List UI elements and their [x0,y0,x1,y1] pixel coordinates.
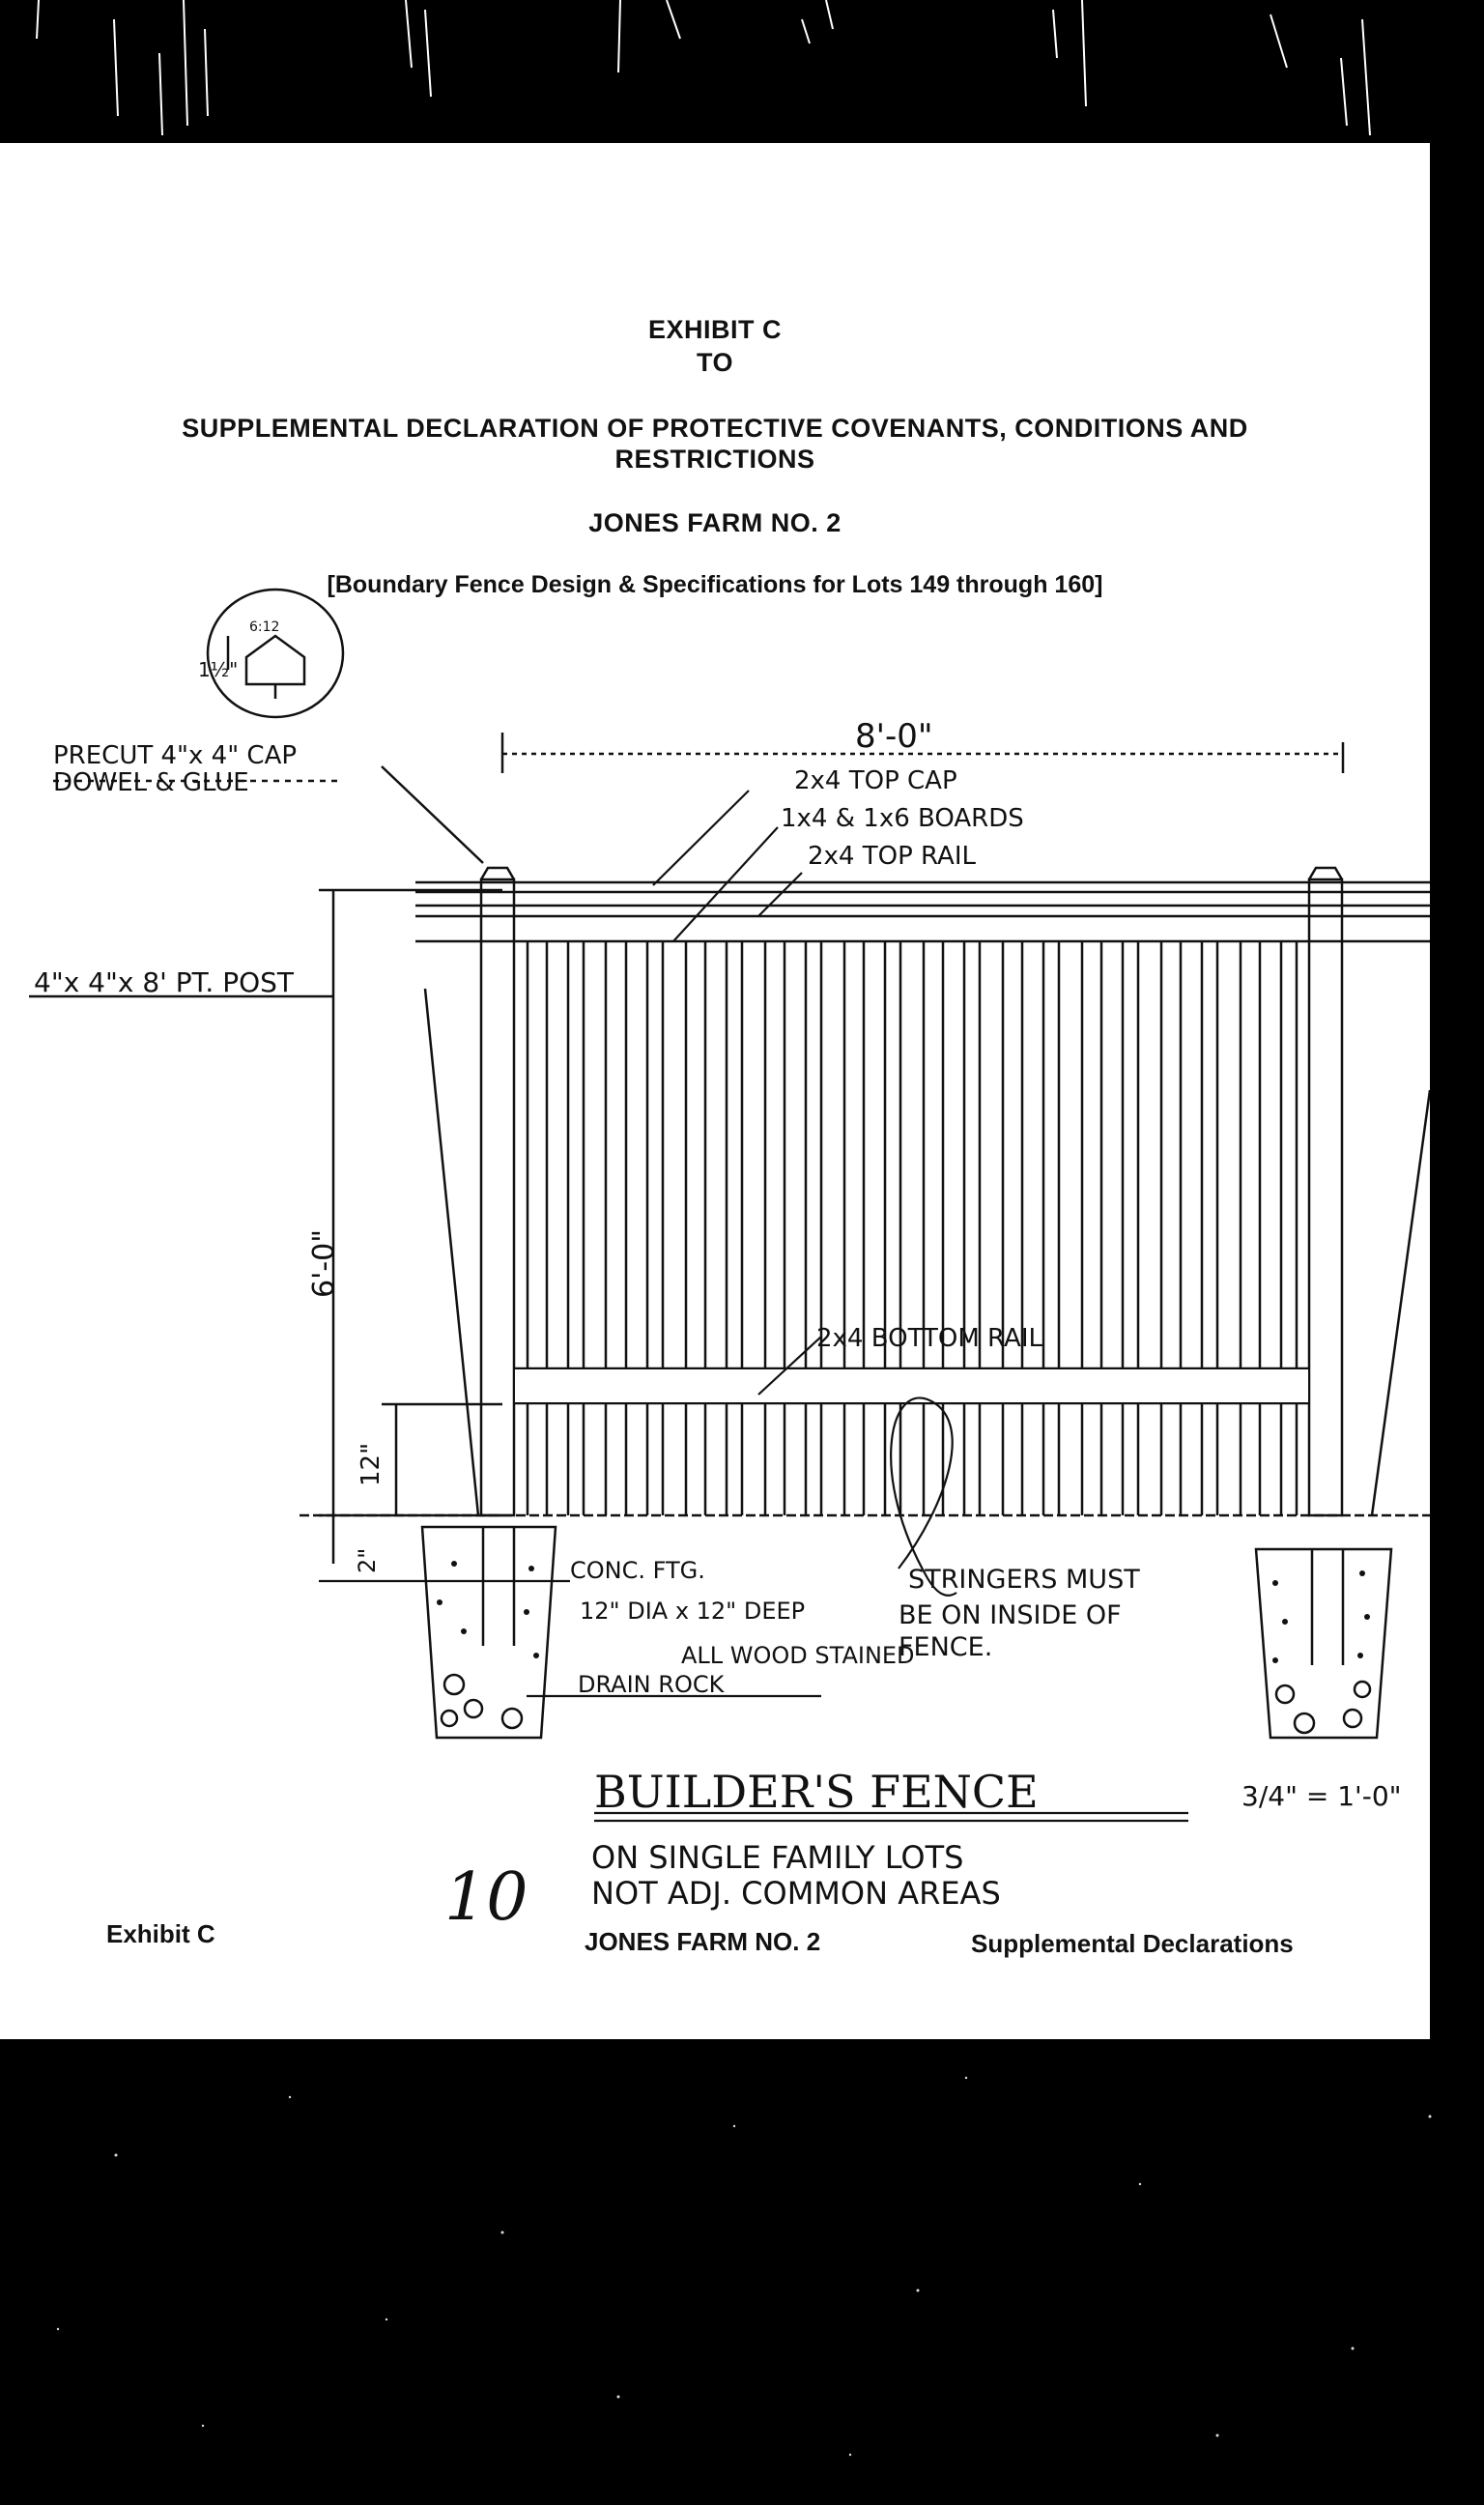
stain-note: ALL WOOD STAINED [681,1642,915,1669]
ground-gap-dim: 2" [354,1547,381,1573]
footer-right: Supplemental Declarations [971,1929,1294,1958]
cap-detail-label: 6:12 [249,619,280,635]
title-line-1: SUPPLEMENTAL DECLARATION OF PROTECTIVE COVENANTS, CONDITIONS AND [182,414,1248,443]
scan-noise-top [0,0,1484,145]
drawing-subtitle-line2: NOT ADJ. COMMON AREAS [591,1875,1001,1912]
scan-noise-bottom [0,2039,1484,2505]
stringers-line1: STRINGERS MUST [908,1565,1140,1595]
width-dim: 8'-0" [855,717,933,756]
title-line-2: RESTRICTIONS [614,445,815,474]
document-page [0,143,1430,2039]
footer-center: JONES FARM NO. 2 [585,1927,821,1956]
footer-left: Exhibit C [106,1919,215,1948]
drain-rock-label: DRAIN ROCK [578,1671,725,1698]
cap-note-line1: PRECUT 4"x 4" CAP [53,741,298,770]
stringers-line3: FENCE. [899,1632,993,1662]
cap-detail-dim: 1½" [198,658,239,681]
fence-drawing [0,143,1430,2039]
bottom-rail-label: 2x4 BOTTOM RAIL [816,1324,1042,1353]
height-dim: 6'-0" [307,1228,341,1298]
drawing-title: BUILDER'S FENCE [594,1766,1039,1818]
subtitle: [Boundary Fence Design & Specifications for Lots 149 through 160] [327,571,1103,598]
community-name: JONES FARM NO. 2 [588,508,842,537]
top-rail-label: 2x4 TOP RAIL [808,842,976,871]
drawing-scale: 3/4" = 1'-0" [1241,1780,1402,1812]
drawing-subtitle-line1: ON SINGLE FAMILY LOTS [591,1839,964,1876]
stringers-line2: BE ON INSIDE OF [899,1600,1122,1630]
rail-height-dim: 12" [357,1442,385,1486]
boards-label: 1x4 & 1x6 BOARDS [781,804,1024,833]
post-note: 4"x 4"x 8' PT. POST [34,966,295,998]
cap-note-line2: DOWEL & GLUE [53,768,249,797]
to-heading: TO [696,348,733,377]
footing-line1: CONC. FTG. [570,1557,705,1584]
exhibit-heading: EXHIBIT C [647,315,782,344]
top-cap-label: 2x4 TOP CAP [794,766,957,795]
page-number: 10 [444,1859,528,1936]
footing-line2: 12" DIA x 12" DEEP [580,1598,806,1625]
